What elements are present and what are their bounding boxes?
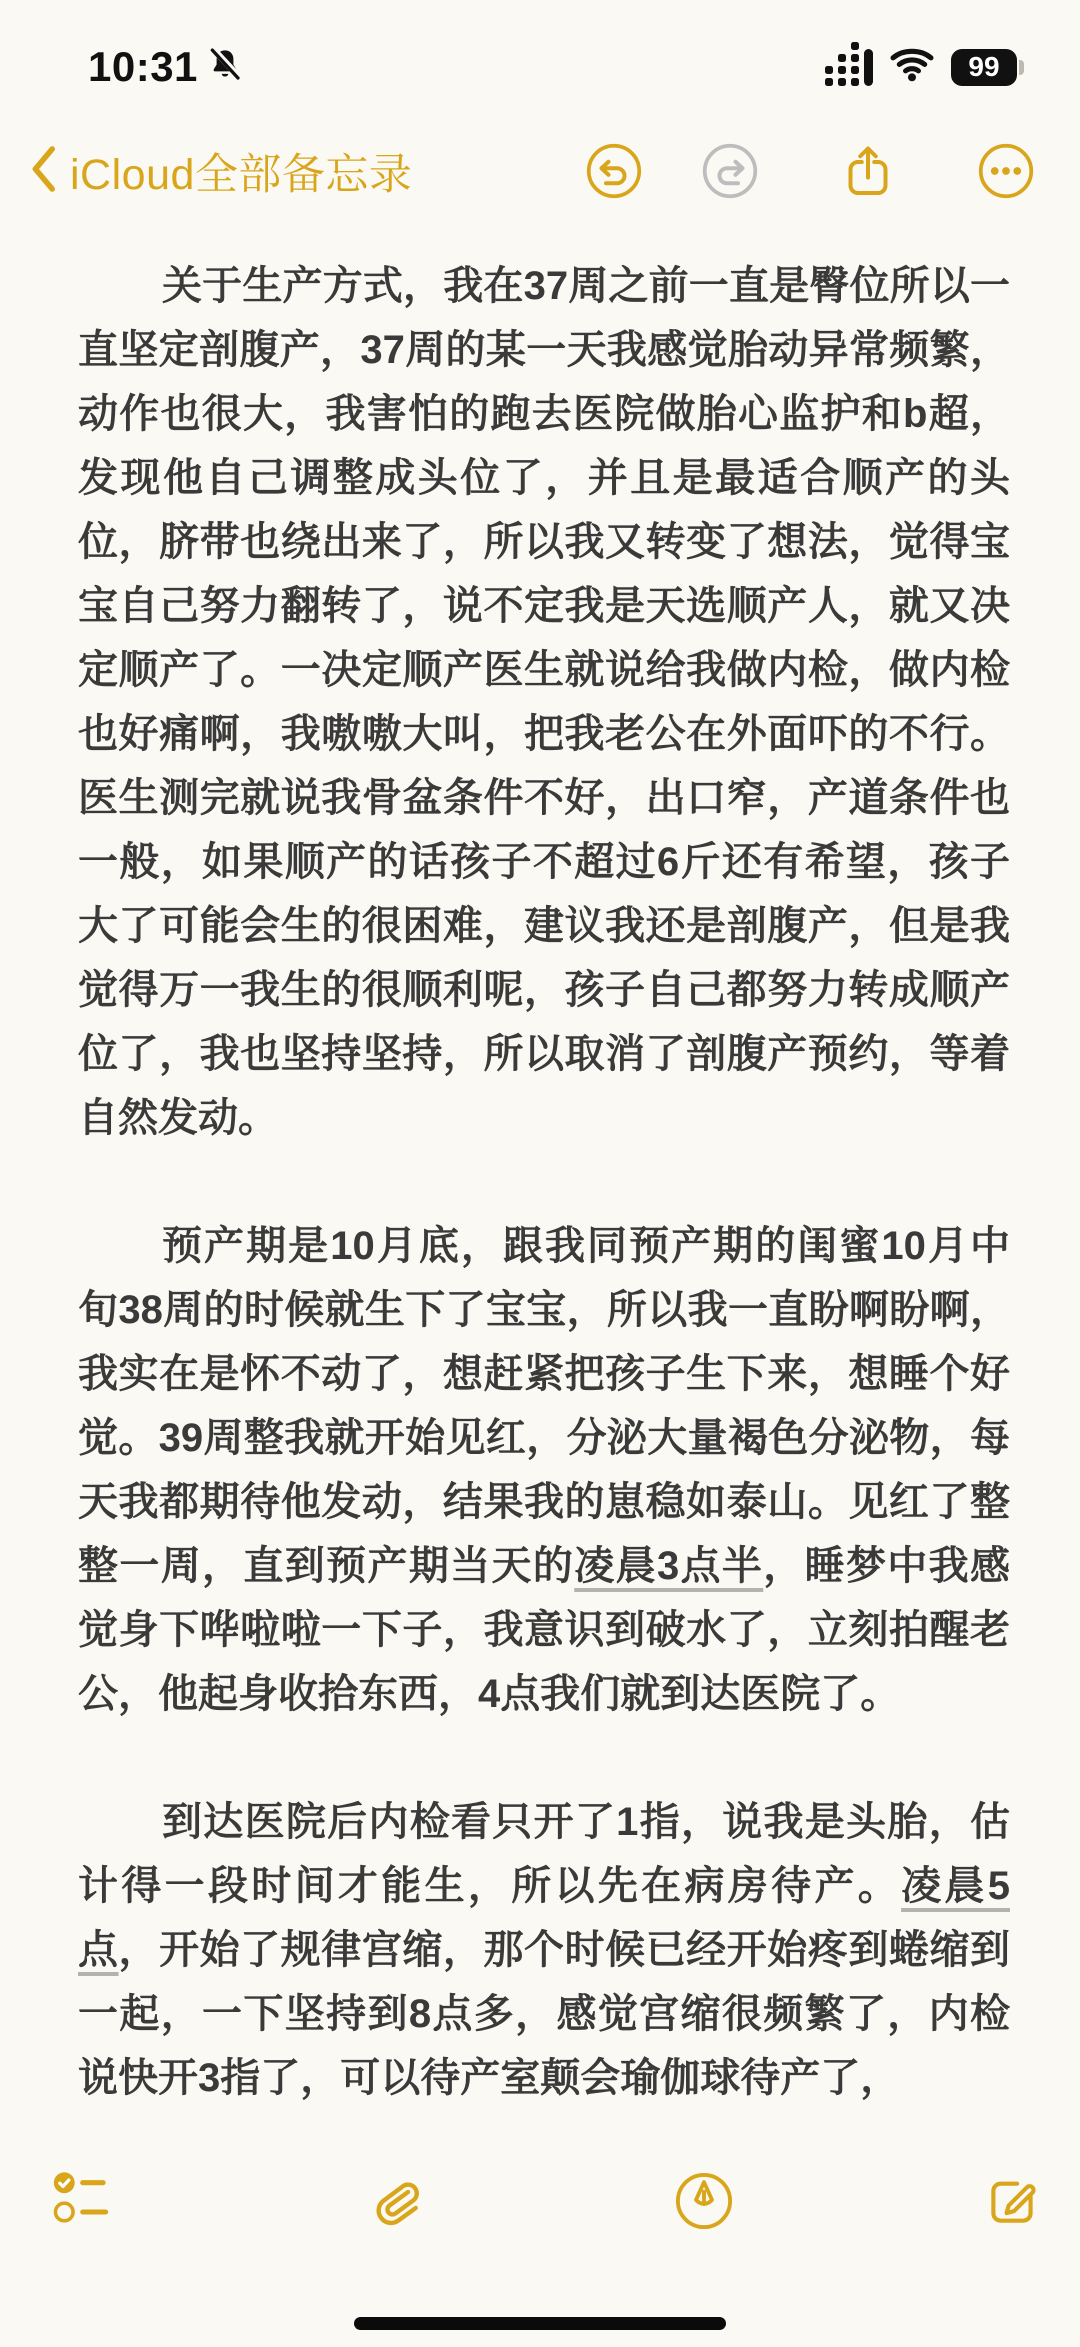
markup-pen-icon	[673, 2170, 735, 2232]
underlined-text: 凌晨5点	[78, 1864, 1010, 1972]
markup-button[interactable]	[673, 2170, 735, 2237]
cellular-signal-icon	[825, 48, 873, 86]
redo-button[interactable]	[700, 141, 760, 201]
note-paragraph	[78, 1790, 1010, 2110]
text-run: ，开始了规律宫缩，那个时候已经开始疼到蜷缩到一起，一下坚持到8点多，感觉宫缩很频繁了，内检说快开3指了，可以待产室颠会瑜伽球待产了，	[78, 1928, 1011, 2100]
text-run: ，睡梦中我感觉身下哗啦啦一下子，我意识到破水了，立刻拍醒老公，他起身收拾东西，4点我们就到达医院了。	[78, 1544, 1011, 1716]
ellipsis-icon	[976, 141, 1036, 201]
share-icon	[838, 141, 898, 201]
status-time: 10:31	[88, 43, 198, 90]
status-time-group	[88, 43, 244, 91]
compose-button[interactable]	[982, 2170, 1044, 2237]
text-run: 关于生产方式，我在37周之前一直是臀位所以一直坚定剖腹产，37周的某一天我感觉胎动异常频繁，动作也很大，我害怕的跑去医院做胎心监护和b超，发现他自己调整成头位了，并且是最适合顺产的头位，脐带也绕出来了，所以我又转变了想法，觉得宝宝自己努力翻转了，说不定我是天选顺产人，就又决定顺产了。一决定顺产医生就说给我做内检，做内检也好痛啊，我嗷嗷大叫，把我老公在外面吓的不行。医生测完就说我骨盆条件不好，出口窄，产道条件也一般，如果顺产的话孩子不超过6斤还有希望，孩子大了可能会生的很困难，建议我还是剖腹产，但是我觉得万一我生的很顺利呢，孩子自己都努力转成顺产位了，我也坚持坚持，所以取消了剖腹产预约，等着自然发动。	[78, 264, 1010, 1140]
text-run: 预产期是10月底，跟我同预产期的闺蜜10月中旬38周的时候就生下了宝宝，所以我一直盼啊盼啊，我实在是怀不动了，想赶紧把孩子生下来，想睡个好觉。39周整我就开始见红，分泌大量褐色分泌物，每天我都期待他发动，结果我的崽稳如泰山。见红了整整一周，直到预产期当天的	[78, 1224, 1010, 1588]
checklist-button[interactable]	[52, 2170, 116, 2231]
battery-icon	[951, 49, 1024, 86]
undo-button[interactable]	[584, 141, 644, 201]
bottom-toolbar	[0, 2168, 1080, 2268]
note-paragraph	[78, 254, 1010, 1150]
undo-icon	[584, 141, 644, 201]
checklist-icon	[52, 2170, 116, 2226]
back-label: iCloud全部备忘录	[70, 150, 413, 199]
wifi-icon	[889, 47, 935, 88]
compose-icon	[982, 2170, 1044, 2232]
battery-percent: 99	[951, 49, 1017, 86]
redo-icon	[700, 141, 760, 201]
status-bar	[0, 0, 1080, 112]
text-run: 到达医院后内检看只开了1指，说我是头胎，估计得一段时间才能生，所以先在病房待产。	[78, 1800, 1010, 1908]
notifications-muted-icon	[206, 46, 244, 89]
status-icons	[825, 47, 1024, 88]
chevron-left-icon	[28, 145, 58, 198]
underlined-text: 凌晨3点半	[574, 1544, 764, 1588]
paperclip-icon	[363, 2170, 425, 2232]
nav-actions	[584, 141, 1036, 201]
note-paragraph	[78, 1214, 1010, 1726]
back-button[interactable]	[28, 141, 412, 202]
more-button[interactable]	[976, 141, 1036, 201]
note-content[interactable]	[0, 230, 1080, 2174]
attachment-button[interactable]	[363, 2170, 425, 2237]
nav-bar	[0, 112, 1080, 230]
share-button[interactable]	[838, 141, 898, 201]
battery-nub	[1019, 60, 1024, 75]
home-indicator[interactable]	[354, 2317, 726, 2330]
